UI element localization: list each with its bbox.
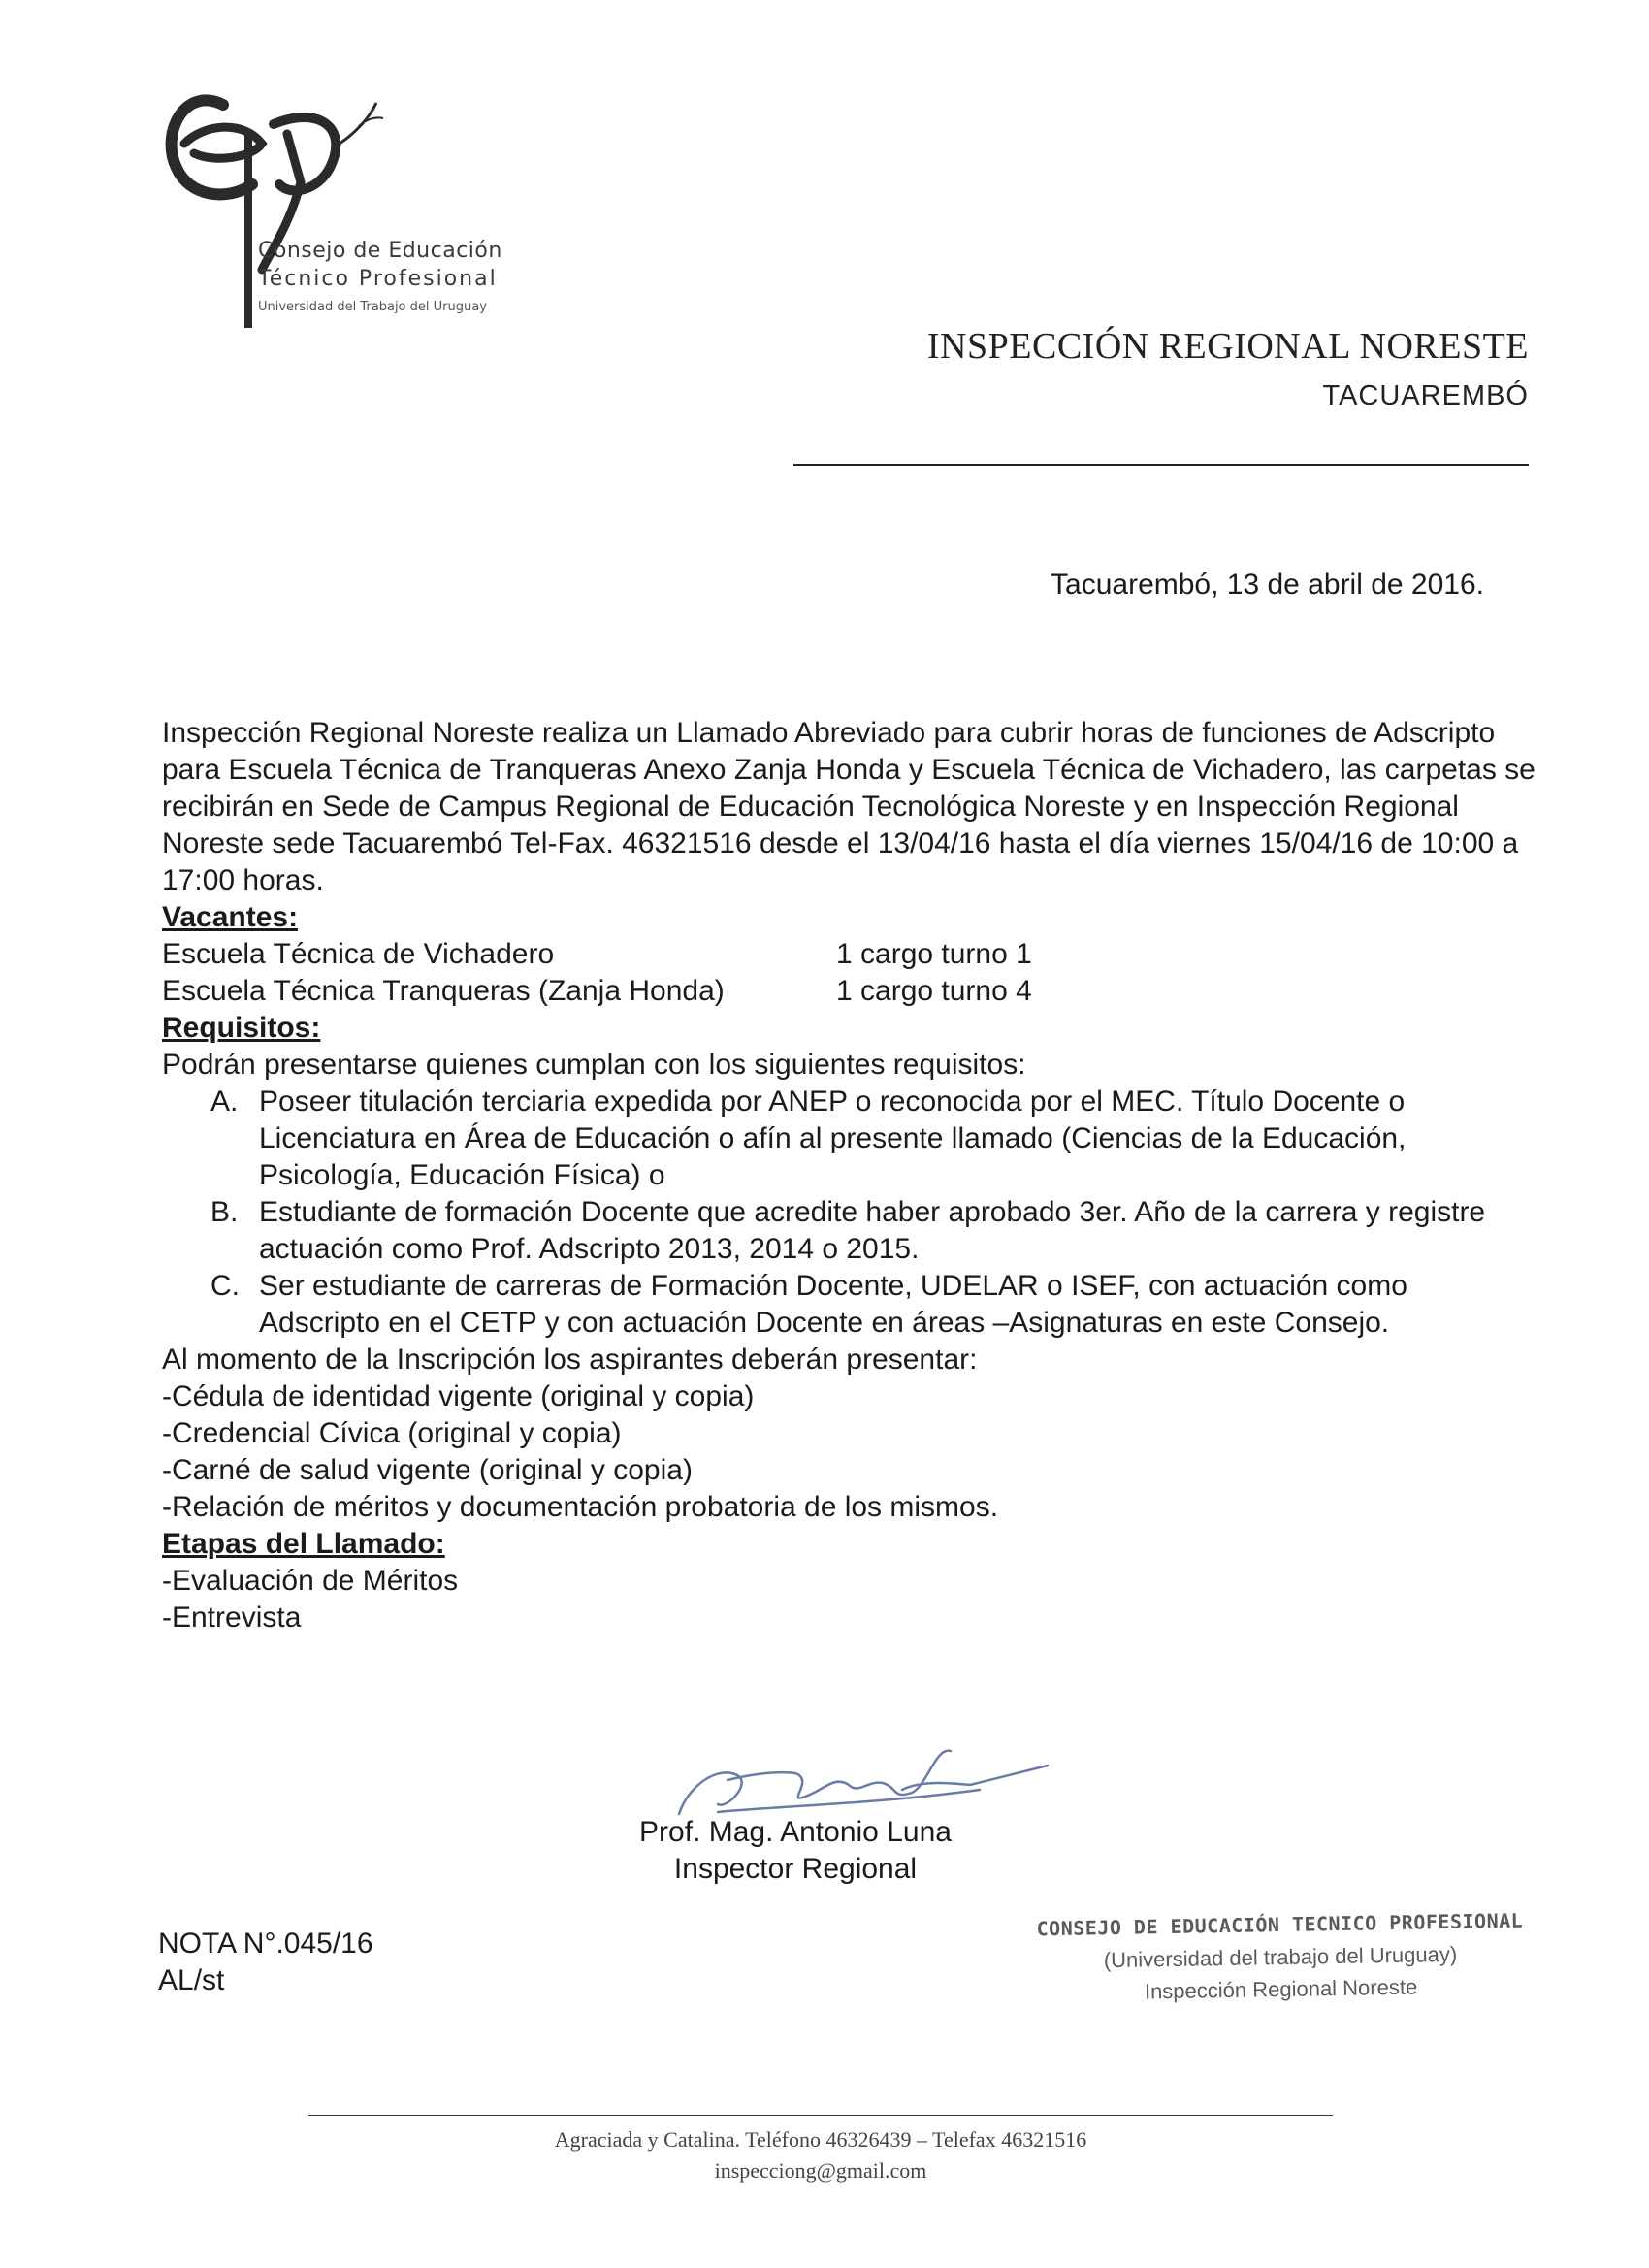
requirement-letter: C. <box>210 1270 240 1302</box>
vacantes-heading: Vacantes: <box>162 901 299 933</box>
signer-title: Inspector Regional <box>673 1853 918 1885</box>
documento-item: -Relación de méritos y documentación probatoria de los mismos. <box>162 1491 999 1523</box>
department-title: INSPECCIÓN REGIONAL NORESTE <box>926 326 1529 367</box>
intro-paragraph: Inspección Regional Noreste realiza un Llamado Abreviado para cubrir horas de funciones de Adscripto para Escuela Técnica de Tranqueras Anexo Zanja Honda y Escuela Técnica de Vichadero, las carpetas se recibirán en Sede de Campus Regional de Educación Tecnológica Noreste y en Inspección Regional Noreste sede Tacuarembó Tel-Fax. 46321516 desde el 13/04/16 hasta el día viernes 15/04/16 de 10:00 a 17:00 horas. <box>162 717 1536 896</box>
footer <box>308 2124 1333 2187</box>
requirement-item <box>162 1268 1539 1342</box>
logo-line-1: Consejo de Educación <box>258 239 502 263</box>
requirement-text: Poseer titulación terciaria expedida por ANEP o reconocida por el MEC. Título Docente o Licenciatura en Área de Educación o afín al presente llamado (Ciencias de la Educación, Psicología, Educación Física) o <box>259 1085 1406 1191</box>
note-number: NOTA N°.045/16 <box>158 1928 373 1960</box>
requirement-letter: B. <box>210 1196 239 1228</box>
footer-email: inspecciong@gmail.com <box>714 2158 927 2183</box>
documento-item: -Cédula de identidad vigente (original y copia) <box>162 1380 755 1412</box>
etapas-heading: Etapas del Llamado: <box>162 1528 445 1560</box>
documento-item: -Credencial Cívica (original y copia) <box>162 1417 622 1449</box>
vacancy-position: 1 cargo turno 4 <box>836 975 1032 1007</box>
vacancy-position: 1 cargo turno 1 <box>836 938 1032 970</box>
requirement-item <box>162 1084 1539 1194</box>
header-rule <box>793 464 1529 466</box>
note-reference <box>158 1926 373 1999</box>
vacancy-row <box>162 936 1539 973</box>
letter-date: Tacuarembó, 13 de abril de 2016. <box>1051 568 1484 600</box>
requirement-item <box>162 1194 1539 1268</box>
stamp-line-3: Inspección Regional Noreste <box>1144 1974 1418 2004</box>
note-initials: AL/st <box>158 1964 225 1996</box>
logo-line-2: Técnico Profesional <box>258 267 498 291</box>
vacancy-row <box>162 973 1539 1010</box>
requirement-text: Estudiante de formación Docente que acredite haber aprobado 3er. Año de la carrera y registre actuación como Prof. Adscripto 2013, 2014 o 2015. <box>259 1196 1486 1265</box>
signer-block <box>543 1814 1048 1888</box>
letter-body <box>162 715 1539 1636</box>
requisitos-heading: Requisitos: <box>162 1012 321 1044</box>
footer-rule <box>308 2115 1333 2116</box>
logo-line-3: Universidad del Trabajo del Uruguay <box>258 300 487 314</box>
etapa-item: -Entrevista <box>162 1602 302 1634</box>
etapa-item: -Evaluación de Méritos <box>162 1565 459 1597</box>
vacancy-school: Escuela Técnica de Vichadero <box>162 938 555 970</box>
requirement-text: Ser estudiante de carreras de Formación Docente, UDELAR o ISEF, con actuación como Adscripto en el CETP y con actuación Docente en áreas –Asignaturas en este Consejo. <box>259 1270 1407 1339</box>
requisitos-intro: Podrán presentarse quienes cumplan con los siguientes requisitos: <box>162 1049 1026 1081</box>
stamp-line-1: CONSEJO DE EDUCACIÓN TECNICO PROFESIONAL <box>1036 1908 1524 1941</box>
documento-item: -Carné de salud vigente (original y copia) <box>162 1454 693 1486</box>
requirement-letter: A. <box>210 1085 239 1118</box>
footer-address: Agraciada y Catalina. Teléfono 46326439 – Telefax 46321516 <box>554 2127 1087 2152</box>
documentos-intro: Al momento de la Inscripción los aspirantes deberán presentar: <box>162 1344 978 1376</box>
stamp-line-2: (Universidad del trabajo del Uruguay) <box>1103 1941 1458 1973</box>
signer-name: Prof. Mag. Antonio Luna <box>639 1816 952 1848</box>
department-city: TACUAREMBÓ <box>1322 380 1529 411</box>
cetp-logo <box>155 76 543 328</box>
vacancy-school: Escuela Técnica Tranqueras (Zanja Honda) <box>162 975 725 1007</box>
official-stamp <box>1027 1904 1534 2009</box>
